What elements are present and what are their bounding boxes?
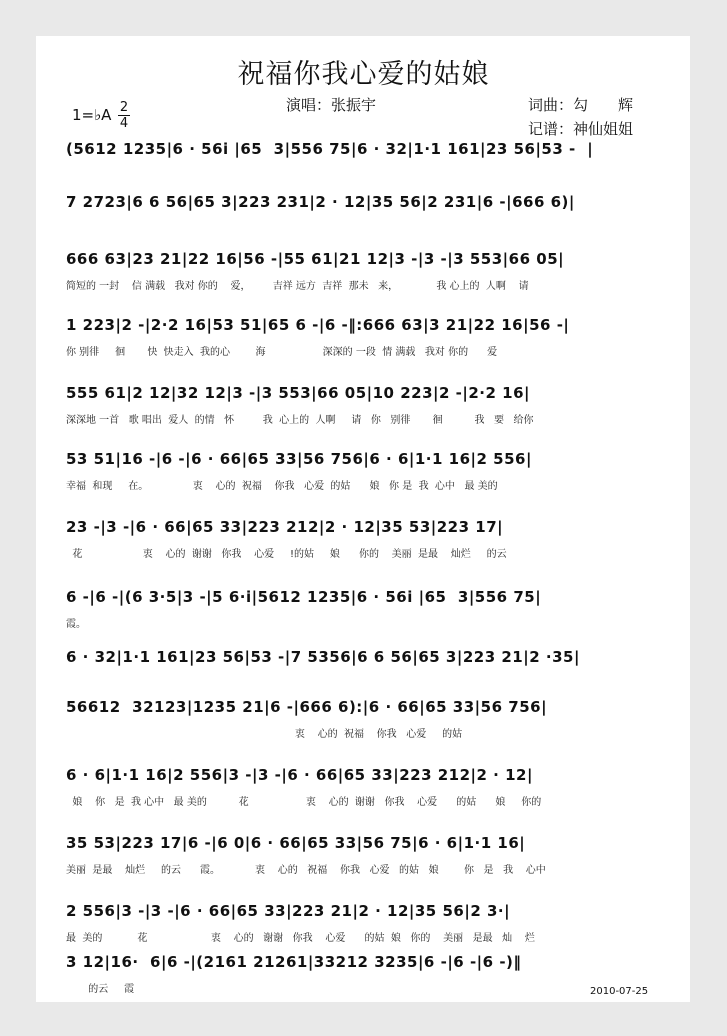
- lyrics-row: 美丽 是最 灿烂 的云 霞。 衷 心的 祝福 你我 心爱 的姑 娘 你 是 我 心中: [66, 865, 546, 876]
- transcriber-credit: 记谱：神仙姐姐: [528, 120, 634, 138]
- lyrics-row: 的云 霞: [66, 984, 135, 995]
- lyrics-row: 最 美的 花 衷 心的 谢谢 你我 心爱 的姑 娘 你的 美丽 是最 灿 烂: [66, 933, 535, 944]
- notation-row: 1 223|2 -|2·2 16|53 51|65 6 -|6 -‖:666 63|3 21|22 16|56 -|: [66, 316, 570, 334]
- notation-row: 53 51|16 -|6 -|6 · 66|65 33|56 756|6 · 6|1·1 16|2 556|: [66, 450, 532, 468]
- lyrics-row: 霞。: [66, 619, 86, 630]
- date-stamp: 2010-07-25: [590, 986, 649, 997]
- lyrics-row: 娘 你 是 我 心中 最 美的 花 衷 心的 谢谢 你我 心爱 的姑 娘 你的: [66, 797, 542, 808]
- notation-row: 56612 32123|1235 21|6 -|666 6):|6 · 66|65 33|56 756|: [66, 698, 548, 716]
- lyrics-row: 深深地 一首 歌 唱出 爱人 的情 怀 我 心上的 人啊 请 你 别徘 徊 我 要 给你: [66, 415, 534, 426]
- lyrics-row: 花 衷 心的 谢谢 你我 心爱 !的姑 娘 你的 美丽 是最 灿烂 的云: [66, 549, 507, 560]
- lyrics-row: 幸福 和现 在。 衷 心的 祝福 你我 心爱 的姑 娘 你 是 我 心中 最 美的: [66, 481, 498, 492]
- performer-credit: 演唱：张振宇: [286, 96, 377, 114]
- notation-row: 23 -|3 -|6 · 66|65 33|223 212|2 · 12|35 53|223 17|: [66, 518, 504, 536]
- lyrics-row: 衷 心的 祝福 你我 心爱 的姑: [66, 729, 463, 740]
- notation-row: 6 -|6 -|(6 3·5|3 -|5 6·i|5612 1235|6 · 56i |65 3|556 75|: [66, 588, 542, 606]
- notation-row: (5612 1235|6 · 56i |65 3|556 75|6 · 32|1·1 161|23 56|53 - |: [66, 140, 594, 158]
- key-signature: 1=♭A: [72, 106, 112, 124]
- notation-row: 3 12|16· 6|6 -|(2161 21261|33212 3235|6 -|6 -|6 -)‖: [66, 953, 522, 971]
- time-signature: [118, 101, 130, 130]
- notation-row: 555 61|2 12|32 12|3 -|3 553|66 05|10 223|2 -|2·2 16|: [66, 384, 531, 402]
- notation-row: 666 63|23 21|22 16|56 -|55 61|21 12|3 -|3 -|3 553|66 05|: [66, 250, 565, 268]
- time-signature-denominator: 4: [119, 116, 129, 131]
- time-signature-numerator: 2: [119, 100, 129, 115]
- notation-row: 6 · 32|1·1 161|23 56|53 -|7 5356|6 6 56|65 3|223 21|2 ·35|: [66, 648, 580, 666]
- notation-row: 7 2723|6 6 56|65 3|223 231|2 · 12|35 56|2 231|6 -|666 6)|: [66, 193, 575, 211]
- composer-credit: 词曲：勾 辉: [528, 96, 634, 114]
- notation-row: 6 · 6|1·1 16|2 556|3 -|3 -|6 · 66|65 33|223 212|2 · 12|: [66, 766, 533, 784]
- song-title: 祝福你我心爱的姑娘: [237, 59, 490, 90]
- lyrics-row: 你 别徘 徊 快 快走入 我的心 海 深深的 一段 情 满载 我对 你的 爱: [66, 347, 498, 358]
- notation-row: 2 556|3 -|3 -|6 · 66|65 33|223 21|2 · 12|35 56|2 3·|: [66, 902, 511, 920]
- lyrics-row: 简短的 一封 信 满载 我对 你的 爱， 吉祥 远方 吉祥 那未 来， 我 心上的 人啊 请: [66, 281, 529, 292]
- notation-row: 35 53|223 17|6 -|6 0|6 · 66|65 33|56 75|6 · 6|1·1 16|: [66, 834, 526, 852]
